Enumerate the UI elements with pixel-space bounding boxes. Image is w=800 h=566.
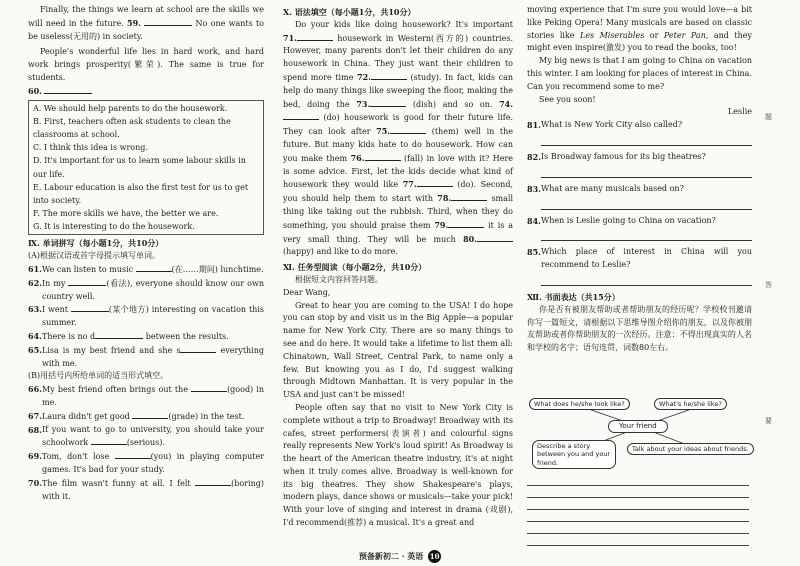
answer-line[interactable] <box>541 166 752 178</box>
answer-blank[interactable] <box>371 71 407 80</box>
option-g: G. It is interesting to do the housework. <box>33 222 195 232</box>
question-number: 72. <box>357 71 371 82</box>
option-f: F. The more skills we have, the better we are. <box>33 209 219 219</box>
question-text: Is Broadway famous for its big theatres? <box>541 151 706 161</box>
question-item <box>527 119 752 146</box>
text: (某个地方) interesting on vacation this summer. <box>42 305 264 328</box>
question-item <box>527 215 752 242</box>
text: (grade) in the test. <box>168 411 245 421</box>
answer-blank[interactable] <box>477 233 513 242</box>
writing-line[interactable] <box>527 498 749 510</box>
letter-paragraph: People often say that no visit to New York City is complete without a trip to Broadway! Broadway with its cafes, street performers(表演者) and colourful signs really represents New York's loud spirit! As Broadway is the heart of the American theatre industry, it's at night when it truly comes alive. Broadway is well-known for its big theatres. They show Shakespeare's plays, modern plays, dance shows or musicals—take your pick! With your love of singing and interest in drama (戏剧), I'd recommend(推荐) a musical. It's a great and <box>283 402 513 528</box>
column-2 <box>283 4 513 530</box>
question-number: 77. <box>402 179 417 190</box>
question-item <box>527 246 752 286</box>
answer-blank[interactable] <box>132 410 168 419</box>
text: (do) housework is good for their future life. They can look after <box>283 113 513 137</box>
page-footer <box>0 550 800 563</box>
question-number: 85. <box>527 247 541 258</box>
question-item <box>28 424 264 451</box>
question-number: 59. <box>127 17 141 28</box>
option-c: C. I think this idea is wrong. <box>33 143 148 153</box>
question-item <box>527 151 752 178</box>
writing-line[interactable] <box>527 474 749 486</box>
mind-map-node: What's he/she like? <box>654 398 727 410</box>
answer-blank[interactable] <box>68 277 106 286</box>
letter-paragraph <box>527 4 752 55</box>
section-instruction: 根据短文内容回答问题。 <box>295 274 383 284</box>
answer-blank[interactable] <box>417 178 453 187</box>
question-item <box>28 303 264 330</box>
letter-closing: See you soon! <box>539 94 596 104</box>
column-1 <box>28 4 264 503</box>
text: My best friend often brings out the <box>42 385 188 395</box>
text: (study). In fact, kids can help do many things like sweeping the floor, making the bed, doing the <box>283 72 514 109</box>
answer-blank[interactable] <box>283 111 319 120</box>
option-e: E. Labour education is also the first test for us to get into society. <box>33 182 249 205</box>
text: housework in Western(西方的) countries. However, many parents don't let their children do any housework in China. They just want their children to spend more time <box>283 33 514 82</box>
answer-blank[interactable] <box>297 32 333 41</box>
text: (fall) in love with it? Here is some advice. First, let the kids decide what kind of housework they would like <box>283 153 514 190</box>
question-number: 69. <box>28 451 42 462</box>
options-box <box>28 100 264 236</box>
answer-blank[interactable] <box>71 303 109 312</box>
question-item <box>527 183 752 210</box>
question-item <box>28 477 264 504</box>
question-number: 84. <box>527 215 541 226</box>
text: (happy) and like to do more. <box>283 247 398 257</box>
text: I went <box>42 305 68 315</box>
answer-blank[interactable] <box>91 436 127 445</box>
question-number: 62. <box>28 277 42 288</box>
answer-line[interactable] <box>541 198 752 210</box>
question-item <box>28 330 264 344</box>
section-instruction: (B)用括号内所给单词的适当形式填空。 <box>28 371 169 381</box>
text: (boring) with it. <box>42 478 264 501</box>
text: (you) in playing computer games. It's bad for your study. <box>42 452 264 474</box>
writing-line[interactable] <box>527 522 749 534</box>
question-item <box>28 263 264 277</box>
question-item <box>28 277 264 304</box>
section-title: Ⅻ. 书面表达（共15分） <box>527 291 620 302</box>
answer-blank[interactable] <box>136 263 172 272</box>
text: (do). Second, you should help them to start with <box>283 180 513 204</box>
text: it is a very small thing. They will be much <box>283 220 513 244</box>
answer-blank[interactable] <box>451 192 487 201</box>
question-item <box>28 410 264 424</box>
letter-greeting: Dear Wang, <box>283 287 331 297</box>
answer-blank[interactable] <box>370 98 406 107</box>
text: Lisa is my best friend and she s <box>42 345 181 355</box>
page-number: 10 <box>429 552 440 561</box>
section-title: Ⅸ. 单词拼写（每小题1分，共10分） <box>28 238 164 249</box>
question-number: 83. <box>527 183 541 194</box>
text: , and they might even inspire(激发) you to read the books, too! <box>527 30 752 53</box>
text: between the results. <box>145 332 229 342</box>
question-text: Which place of interest in China will you recommend to Leslie? <box>541 247 752 270</box>
question-number: 71. <box>283 32 297 43</box>
text: everything with me. <box>42 345 265 368</box>
book-title: Peter Pan <box>663 30 706 40</box>
text: (看法), everyone should know our own country well. <box>42 278 264 301</box>
text: (serious). <box>126 438 165 448</box>
text: The film wasn't funny at all. I felt <box>42 478 191 488</box>
question-text: What are many musicals based on? <box>541 183 684 193</box>
text: (good) in me. <box>42 385 264 408</box>
answer-blank[interactable] <box>115 450 151 459</box>
answer-blank[interactable] <box>448 219 484 228</box>
question-number: 70. <box>28 477 42 488</box>
text: (在……期间) lunchtime. <box>171 265 264 275</box>
paragraph <box>28 4 264 43</box>
answer-blank[interactable] <box>44 85 92 94</box>
writing-instruction: 你是否有被朋友帮助或者帮助朋友的经历呢？学校校刊邀请你写一篇短文，请根据以下思维导图介绍你的朋友，以及你被朋友帮助或者你帮助朋友的一次经历。注意：不得出现真实的人名和学校的名字；语句连贯，词数80左右。 <box>527 304 752 353</box>
question-60 <box>28 85 264 99</box>
answer-line[interactable] <box>541 229 752 241</box>
text: Tom, don't lose <box>42 452 110 462</box>
question-number: 81. <box>527 120 541 131</box>
paragraph: People's wonderful life lies in hard work, and hard work brings prosperity(繁荣). The same is true for students. <box>28 47 264 82</box>
answer-blank[interactable] <box>95 330 143 339</box>
text: We can listen to music <box>42 265 134 275</box>
question-number: 73. <box>356 98 371 109</box>
question-number: 64. <box>28 331 42 342</box>
text: (dish) and so on. <box>412 99 493 109</box>
writing-lines <box>527 474 749 546</box>
option-d: D. It's important for us to learn some labour skills in our life. <box>33 156 246 179</box>
mind-map-node: What does he/she look like? <box>529 398 630 410</box>
question-number: 74. <box>499 98 513 109</box>
letter-paragraph: My big news is that I am going to China on vacation this winter. I am looking for places of interest in China. Can you recommend some to me? <box>527 56 752 91</box>
letter-signature: Leslie <box>727 107 752 117</box>
text: or <box>649 30 659 40</box>
question-number: 76. <box>350 152 365 163</box>
book-title: Les Miserables <box>580 30 645 40</box>
question-text: What is New York City also called? <box>541 120 683 130</box>
mind-map-node: Describe a story between you and your friend. <box>532 440 616 469</box>
text: small thing like taking out the rubbish. Third, when they do something, you should praise them <box>283 194 514 230</box>
question-number: 63. <box>28 304 42 315</box>
letter-paragraph: Great to hear you are coming to the USA! I do hope you can stop by and visit us in the Big Apple—a popular name for New York City. There are so many things to see and do here. It would take a lifetime to list them all: Chinatown, Wall Street, Central Park, to name only a few. But knowing you as I do, I'd suggest walking through Midtown Manhattan. It is very popular in the USA and just can't be missed! <box>283 300 513 400</box>
text: In my <box>42 278 66 288</box>
mind-map-node: Talk about your ideas about friends. <box>627 443 754 455</box>
section-instruction: (A)根据汉语或首字母提示填写单词。 <box>28 251 161 261</box>
text: Finally, the things we learn at school are the skills we will need in the future. <box>28 5 264 28</box>
text: There is no d <box>42 332 96 342</box>
margin-mark: 题 <box>765 113 772 121</box>
question-number: 78. <box>437 193 452 204</box>
question-number: 75. <box>376 126 391 137</box>
text: No one wants to be useless(无用的) in society. <box>28 18 264 41</box>
answer-line[interactable] <box>541 134 752 146</box>
text: If you want to go to university, you should take your schoolwork <box>42 424 264 448</box>
question-item <box>28 450 264 477</box>
section-title: Ⅹ. 语法填空（每小题1分，共10分） <box>283 7 416 17</box>
question-text: When is Leslie going to China on vacation? <box>541 215 716 225</box>
column-3 <box>527 4 752 355</box>
question-number: 60. <box>28 85 42 96</box>
question-number: 82. <box>527 151 541 162</box>
text: (them) well in the future. But many kids hate to do housework. How can you make them <box>283 127 514 163</box>
question-number: 65. <box>28 344 42 355</box>
question-number: 80. <box>463 233 478 244</box>
question-number: 61. <box>28 264 42 275</box>
question-number: 79. <box>434 219 449 230</box>
answer-blank[interactable] <box>191 383 227 392</box>
answer-blank[interactable] <box>144 17 192 26</box>
writing-line[interactable] <box>527 510 749 522</box>
grammar-passage <box>283 19 513 259</box>
question-item <box>28 344 264 371</box>
margin-mark: 要 <box>765 417 772 425</box>
writing-line[interactable] <box>527 486 749 498</box>
writing-line[interactable] <box>527 534 749 546</box>
option-a: A. We should help parents to do the housework. <box>33 103 228 113</box>
question-number: 68. <box>28 424 42 435</box>
question-number: 67. <box>28 410 42 421</box>
answer-line[interactable] <box>541 274 752 286</box>
question-item <box>28 383 264 410</box>
option-b: B. First, teachers often ask students to clean the classrooms at school. <box>33 116 231 139</box>
answer-blank[interactable] <box>390 125 426 134</box>
answer-blank[interactable] <box>195 477 231 486</box>
answer-blank[interactable] <box>180 344 216 353</box>
question-number: 66. <box>28 384 42 395</box>
section-title: Ⅺ. 任务型阅读（每小题2分，共10分） <box>283 262 427 273</box>
text: Do your kids like doing housework? It's important <box>295 19 513 29</box>
text: moving experience that I'm sure you would love—a bit like Peking Opera! Many musicals are based on classic stories like <box>527 5 752 40</box>
answer-blank[interactable] <box>365 152 401 161</box>
mind-map-center: Your friend <box>608 420 668 433</box>
margin-mark: 答 <box>765 281 772 289</box>
footer-text: 预备新初二 · 英语 <box>358 551 424 561</box>
text: Laura didn't get good <box>42 411 130 421</box>
